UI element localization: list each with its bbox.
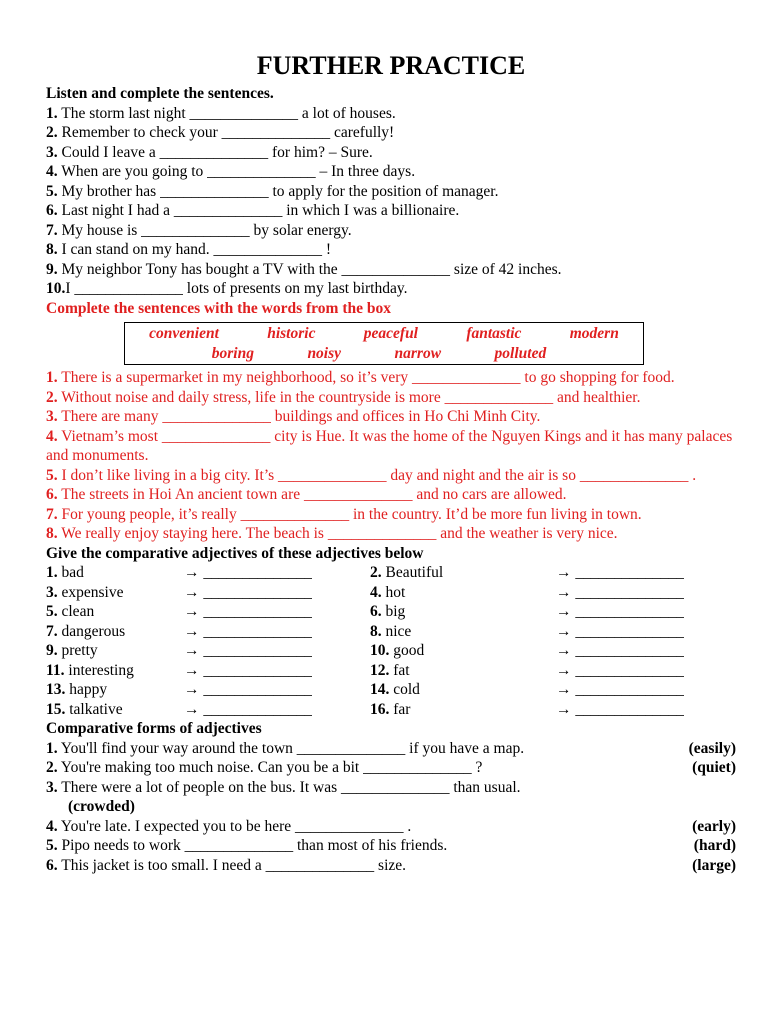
adjective-right	[370, 622, 556, 642]
arrow-icon: →	[184, 661, 200, 679]
sentence-item	[46, 368, 736, 388]
adjective-left	[46, 602, 184, 622]
answer-blank	[556, 641, 736, 661]
box-word: narrow	[394, 345, 442, 362]
sentence-item	[46, 104, 736, 124]
item-text: My neighbor Tony has bought a TV with the ______________ size of 42 inches.	[57, 260, 562, 278]
item-text: You're late. I expected you to be here ______________ .	[57, 817, 412, 835]
answer-blank	[184, 563, 370, 583]
item-text-wrap	[46, 817, 646, 837]
item-text: You're making too much noise. Can you be a bit ______________ ?	[57, 759, 483, 776]
adjective-word: clean	[57, 603, 95, 620]
sentence-item	[46, 758, 736, 778]
blank-line: ______________	[575, 583, 684, 601]
item-number: 5.	[46, 837, 58, 854]
item-number: 4.	[46, 817, 58, 835]
box-word: boring	[211, 345, 254, 362]
box-word: peaceful	[363, 325, 418, 342]
item-number: 4.	[46, 427, 58, 445]
item-text: My house is ______________ by solar energy.	[57, 221, 352, 239]
section4-heading: Comparative forms of adjectives	[46, 720, 262, 737]
item-number: 12.	[370, 661, 390, 679]
item-number: 1.	[46, 739, 58, 757]
blank-line: ______________	[575, 622, 684, 640]
arrow-icon: →	[556, 622, 572, 640]
word-box-row	[125, 324, 643, 344]
word-hint: (quiet)	[692, 759, 736, 776]
answer-blank	[556, 622, 736, 642]
box-word: fantastic	[466, 325, 522, 342]
blank-line: ______________	[203, 622, 312, 640]
answer-blank	[184, 661, 370, 681]
item-text: The streets in Hoi An ancient town are ______________ and no cars are allowed.	[57, 486, 567, 503]
answer-blank	[556, 602, 736, 622]
blank-line: ______________	[575, 661, 684, 679]
item-number: 6.	[46, 486, 58, 503]
blank-line: ______________	[203, 642, 312, 659]
item-number: 5.	[46, 603, 58, 620]
item-text-wrap	[46, 836, 646, 856]
arrow-icon: →	[556, 642, 572, 659]
answer-blank	[184, 641, 370, 661]
item-number: 16.	[370, 700, 390, 718]
blank-line: ______________	[575, 642, 684, 659]
answer-blank	[556, 700, 736, 720]
adjective-left	[46, 563, 184, 583]
page-title: FURTHER PRACTICE	[256, 51, 526, 80]
item-number: 1.	[46, 104, 58, 122]
adjective-right	[370, 641, 556, 661]
item-text: There are many ______________ buildings and offices in Ho Chi Minh City.	[57, 408, 541, 425]
item-text: You'll find your way around the town ______________ if you have a map.	[57, 739, 525, 757]
sentence-item	[46, 505, 736, 525]
item-number: 2.	[46, 124, 58, 141]
item-number: 3.	[46, 583, 58, 601]
item-number: 8.	[46, 241, 58, 258]
sentence-item	[46, 221, 736, 241]
arrow-icon: →	[184, 603, 200, 620]
box-word: noisy	[307, 345, 342, 362]
arrow-icon: →	[556, 564, 572, 581]
sentence-item	[46, 201, 736, 221]
arrow-icon: →	[184, 642, 200, 659]
item-text: Could I leave a ______________ for him? – Sure.	[57, 143, 373, 161]
item-number: 6.	[46, 856, 58, 874]
item-number: 3.	[46, 408, 58, 425]
item-text: For young people, it’s really ______________ in the country. It’d be more fun living in town.	[57, 505, 642, 523]
item-number: 9.	[46, 260, 58, 278]
item-number: 8.	[46, 525, 58, 542]
section4-list	[46, 739, 736, 876]
word-hint: (crowded)	[68, 798, 135, 815]
adjective-word: nice	[381, 622, 412, 640]
arrow-icon: →	[556, 700, 572, 718]
section1-list	[46, 104, 736, 299]
item-number: 1.	[46, 564, 58, 581]
word-hint: (easily)	[688, 739, 736, 757]
adjective-word: far	[389, 700, 411, 718]
sentence-item	[46, 466, 736, 486]
item-text: This jacket is too small. I need a ______________ size.	[57, 856, 407, 874]
sentence-item	[46, 123, 736, 143]
blank-line: ______________	[203, 603, 312, 620]
blank-line: ______________	[203, 661, 312, 679]
item-number: 10.	[46, 280, 66, 297]
adjective-left	[46, 661, 184, 681]
comparative-grid	[46, 563, 736, 719]
item-text: Remember to check your ______________ carefully!	[57, 124, 395, 141]
sentence-item	[46, 485, 736, 505]
arrow-icon: →	[556, 661, 572, 679]
answer-blank	[556, 680, 736, 700]
word-hint: (large)	[692, 856, 736, 874]
box-word: historic	[267, 325, 316, 342]
adjective-word: hot	[381, 583, 406, 601]
arrow-icon: →	[556, 583, 572, 601]
adjective-word: big	[381, 603, 406, 620]
sentence-item	[46, 260, 736, 280]
item-number: 5.	[46, 466, 58, 484]
item-text: My brother has ______________ to apply for the position of manager.	[57, 182, 499, 200]
answer-blank	[184, 680, 370, 700]
adjective-right	[370, 700, 556, 720]
blank-line: ______________	[203, 681, 312, 698]
item-text: Pipo needs to work ______________ than most of his friends.	[57, 837, 448, 854]
item-number: 3.	[46, 143, 58, 161]
arrow-icon: →	[184, 622, 200, 640]
sentence-item	[46, 182, 736, 202]
adjective-word: pretty	[57, 642, 98, 659]
item-text: I don’t like living in a big city. It’s ______________ day and night and the air is so ______________ .	[57, 466, 697, 484]
sentence-item	[46, 407, 736, 427]
item-number: 7.	[46, 221, 58, 239]
sentence-item	[46, 817, 736, 837]
answer-blank	[556, 583, 736, 603]
answer-blank	[184, 622, 370, 642]
item-number: 6.	[46, 202, 58, 219]
worksheet	[46, 50, 736, 875]
item-text: Vietnam’s most ______________ city is Hue. It was the home of the Nguyen Kings and it has many palaces and monuments.	[46, 427, 733, 464]
item-text: When are you going to ______________ – In three days.	[57, 163, 416, 180]
item-number: 1.	[46, 369, 58, 386]
adjective-right	[370, 563, 556, 583]
item-number: 3.	[46, 778, 58, 796]
item-number: 4.	[46, 163, 58, 180]
arrow-icon: →	[184, 700, 200, 718]
item-number: 14.	[370, 681, 390, 698]
arrow-icon: →	[556, 681, 572, 698]
adjective-word: interesting	[64, 661, 134, 679]
sentence-item	[46, 739, 736, 759]
arrow-icon: →	[184, 681, 200, 698]
blank-line: ______________	[203, 700, 312, 718]
adjective-word: good	[389, 642, 425, 659]
box-word: convenient	[149, 325, 219, 342]
item-number: 10.	[370, 642, 390, 659]
adjective-word: cold	[389, 681, 420, 698]
item-number: 7.	[46, 505, 58, 523]
answer-blank	[556, 563, 736, 583]
adjective-right	[370, 583, 556, 603]
adjective-left	[46, 680, 184, 700]
sentence-item	[46, 279, 736, 299]
blank-line: ______________	[575, 603, 684, 620]
adjective-word: dangerous	[57, 622, 126, 640]
blank-line: ______________	[203, 583, 312, 601]
word-hint	[646, 778, 736, 798]
sentence-item	[46, 524, 736, 544]
answer-blank	[184, 602, 370, 622]
item-number: 5.	[46, 182, 58, 200]
item-text: The storm last night ______________ a lot of houses.	[57, 104, 396, 122]
item-number: 11.	[46, 661, 65, 679]
adjective-right	[370, 680, 556, 700]
item-text: There were a lot of people on the bus. It was ______________ than usual.	[57, 778, 521, 796]
item-text-wrap	[46, 778, 646, 798]
adjective-left	[46, 583, 184, 603]
adjective-word: Beautiful	[381, 564, 444, 581]
adjective-word: talkative	[65, 700, 123, 718]
item-number: 9.	[46, 642, 58, 659]
sentence-item	[46, 778, 736, 798]
adjective-left	[46, 622, 184, 642]
section2-heading: Complete the sentences with the words from the box	[46, 299, 391, 317]
item-text-wrap	[46, 758, 646, 778]
section2-list	[46, 368, 736, 544]
sentence-item	[46, 162, 736, 182]
word-hint: (early)	[692, 817, 736, 835]
item-text-wrap	[46, 739, 646, 759]
item-text: I can stand on my hand. ______________ !	[57, 241, 331, 258]
blank-line: ______________	[575, 681, 684, 698]
blank-line: ______________	[575, 700, 684, 718]
adjective-right	[370, 602, 556, 622]
word-hint: (hard)	[693, 837, 736, 854]
item-text: There is a supermarket in my neighborhood, so it’s very ______________ to go shopping for food.	[57, 369, 675, 386]
item-text: Last night I had a ______________ in which I was a billionaire.	[57, 202, 460, 219]
item-number: 8.	[370, 622, 382, 640]
item-number: 4.	[370, 583, 382, 601]
blank-line: ______________	[203, 564, 312, 581]
sentence-item	[46, 240, 736, 260]
adjective-word: fat	[389, 661, 410, 679]
answer-blank	[184, 700, 370, 720]
item-text: Without noise and daily stress, life in the countryside is more ______________ and healthier.	[57, 388, 641, 406]
adjective-left	[46, 641, 184, 661]
sentence-item	[46, 427, 736, 466]
sentence-item	[46, 836, 736, 856]
answer-blank	[556, 661, 736, 681]
word-box	[124, 322, 644, 365]
blank-line: ______________	[575, 564, 684, 581]
word-box-row	[125, 344, 643, 364]
adjective-word: bad	[57, 564, 84, 581]
item-number: 7.	[46, 622, 58, 640]
arrow-icon: →	[184, 564, 200, 581]
item-text: We really enjoy staying here. The beach is ______________ and the weather is very nice.	[57, 525, 618, 542]
section1-heading: Listen and complete the sentences.	[46, 85, 274, 102]
item-text: I ______________ lots of presents on my last birthday.	[65, 280, 408, 297]
item-number: 2.	[46, 759, 58, 776]
sentence-item	[46, 388, 736, 408]
answer-blank	[184, 583, 370, 603]
item-number: 2.	[46, 388, 58, 406]
adjective-right	[370, 661, 556, 681]
arrow-icon: →	[556, 603, 572, 620]
sentence-item	[46, 143, 736, 163]
arrow-icon: →	[184, 583, 200, 601]
adjective-word: happy	[65, 681, 108, 698]
item-number: 6.	[370, 603, 382, 620]
box-word: modern	[569, 325, 619, 342]
item-number: 15.	[46, 700, 66, 718]
item-number: 2.	[370, 564, 382, 581]
adjective-left	[46, 700, 184, 720]
section3-heading: Give the comparative adjectives of these adjectives below	[46, 544, 424, 562]
item-text-wrap	[46, 856, 646, 876]
box-word: polluted	[494, 345, 547, 362]
adjective-word: expensive	[57, 583, 124, 601]
sentence-item	[46, 856, 736, 876]
item-number: 13.	[46, 681, 66, 698]
